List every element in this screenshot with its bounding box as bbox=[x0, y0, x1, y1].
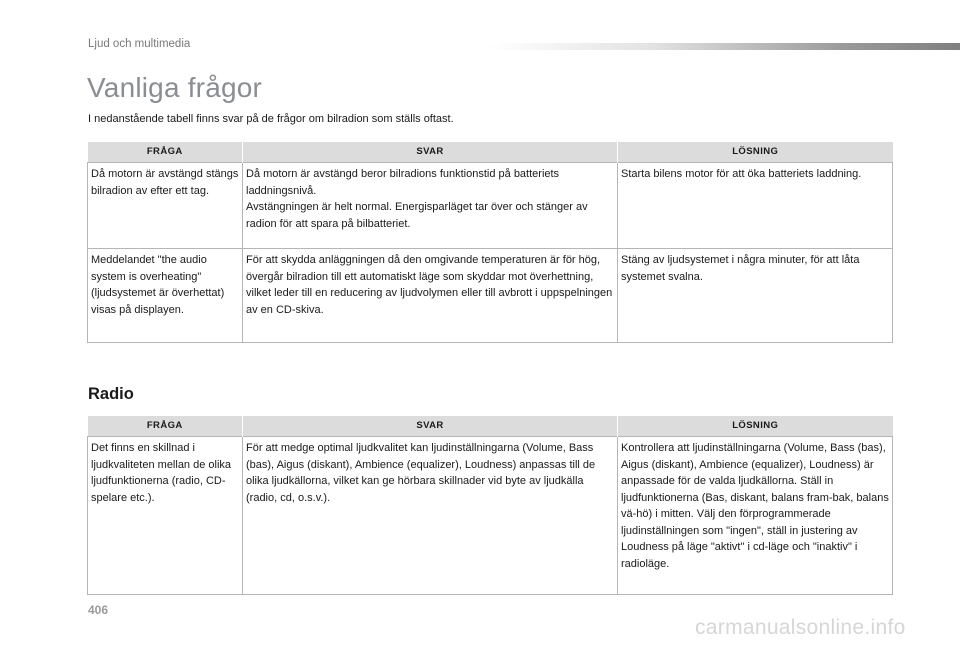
table-row bbox=[88, 437, 893, 595]
faq-table-radio bbox=[87, 416, 893, 595]
column-header-solution: LÖSNING bbox=[618, 142, 893, 163]
table-row bbox=[88, 249, 893, 343]
header-gradient-bar bbox=[488, 43, 960, 50]
answer-cell bbox=[243, 163, 618, 249]
page-number: 406 bbox=[88, 603, 109, 617]
faq-table-general bbox=[87, 142, 893, 343]
section-label: Ljud och multimedia bbox=[88, 38, 191, 50]
column-header-question: FRÅGA bbox=[88, 142, 243, 163]
answer-cell: För att skydda anläggningen då den omgivande temperaturen är för hög, övergår bilradion till ett automatiskt läge som skyddar mot överhettning, vilket leder till en reducering av ljudvolymen eller till avbrott i uppspelningen av en CD-skiva. bbox=[243, 249, 618, 343]
answer-cell: För att medge optimal ljudkvalitet kan ljudinställningarna (Volume, Bass (bas), Aigus (diskant), Ambience (equalizer), Loudness) anpassas till de olika ljudkällorna, vilket kan ge hörbara skillnader vid byte av ljudkälla (radio, cd, o.s.v.). bbox=[243, 437, 618, 595]
section-heading-radio: Radio bbox=[88, 385, 134, 403]
column-header-solution: LÖSNING bbox=[618, 416, 893, 437]
answer-text: Då motorn är avstängd beror bilradions funktionstid på batteriets laddningsnivå. Avstängningen är helt normal. Energisparläget tar över och stänger av radion för att spara på bilbatteriet. bbox=[246, 168, 588, 230]
solution-cell: Stäng av ljudsystemet i några minuter, för att låta systemet svalna. bbox=[618, 249, 893, 343]
question-cell: Det finns en skillnad i ljudkvaliteten mellan de olika ljudfunktionerna (radio, CD-spelare etc.). bbox=[88, 437, 243, 595]
solution-cell: Starta bilens motor för att öka batteriets laddning. bbox=[618, 163, 893, 249]
table-row bbox=[88, 163, 893, 249]
page-title: Vanliga frågor bbox=[87, 72, 263, 103]
column-header-answer: SVAR bbox=[243, 142, 618, 163]
column-header-question: FRÅGA bbox=[88, 416, 243, 437]
intro-text: I nedanstående tabell finns svar på de frågor om bilradion som ställs oftast. bbox=[88, 113, 454, 125]
watermark: carmanualsonline.info bbox=[695, 616, 906, 639]
question-cell: Då motorn är avstängd stängs bilradion av efter ett tag. bbox=[88, 163, 243, 249]
solution-cell: Kontrollera att ljudinställningarna (Volume, Bass (bas), Aigus (diskant), Ambience (equalizer), Loudness) är anpassade för de valda ljudkällorna. Ställ in ljudfunktionerna (Bas, diskant, balans fram-bak, balans vä-hö) i mitten. Välj den förprogrammerade ljudinställningen som "ingen", ställ in justering av Loudness på läge "aktivt" i cd-läge och "inaktiv" i radioläge. bbox=[618, 437, 893, 595]
table-header-row bbox=[88, 142, 893, 163]
question-cell: Meddelandet "the audio system is overheating" (ljudsystemet är överhettat) visas på displayen. bbox=[88, 249, 243, 343]
table-header-row bbox=[88, 416, 893, 437]
column-header-answer: SVAR bbox=[243, 416, 618, 437]
